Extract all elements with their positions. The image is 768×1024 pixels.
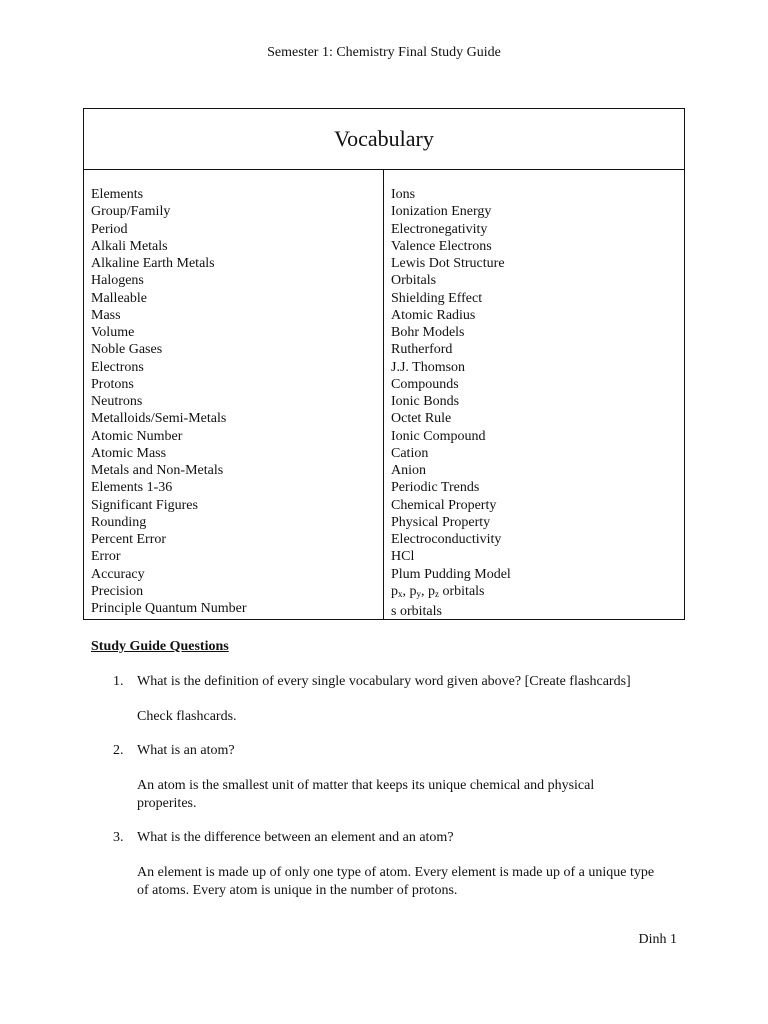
vocab-item: Ionic Compound bbox=[391, 428, 486, 444]
vocab-item: Elements 1-36 bbox=[91, 480, 173, 496]
question-text: What is the definition of every single vocabulary word given above? [Create flashcards] bbox=[137, 674, 631, 689]
vocab-item: Accuracy bbox=[91, 566, 145, 582]
vocab-item: Significant Figures bbox=[91, 497, 198, 513]
vocab-item: Orbitals bbox=[391, 273, 437, 289]
question-text: What is the difference between an element and an atom? bbox=[137, 830, 454, 845]
vocab-item: Cation bbox=[391, 445, 429, 461]
p-orbital-separator: , p bbox=[421, 583, 435, 599]
vocab-item: Electrons bbox=[91, 359, 144, 375]
vocab-item: Error bbox=[91, 549, 121, 565]
vocab-item: J.J. Thomson bbox=[391, 359, 466, 375]
vocab-item: Electronegativity bbox=[391, 221, 488, 237]
vocab-item: Plum Pudding Model bbox=[391, 566, 511, 582]
p-orbital-separator: , p bbox=[402, 583, 417, 599]
question-number: 3. bbox=[113, 830, 124, 845]
vocab-item: Metals and Non-Metals bbox=[91, 463, 224, 478]
vocab-item: Octet Rule bbox=[391, 411, 452, 427]
vocab-item-p-orbitals bbox=[391, 583, 684, 603]
vocab-item: HCl bbox=[391, 549, 415, 565]
vocab-item: Periodic Trends bbox=[391, 480, 480, 496]
question-answer: An atom is the smallest unit of matter that keeps its unique chemical and physical properites. bbox=[137, 778, 595, 811]
subscript-z: z bbox=[435, 588, 439, 599]
question-answer: Check flashcards. bbox=[137, 709, 237, 724]
question-number: 2. bbox=[113, 743, 124, 758]
vocab-item: Period bbox=[91, 221, 128, 237]
vocab-item: Volume bbox=[91, 325, 135, 340]
vocab-item: Principle Quantum Number bbox=[91, 601, 247, 616]
vocab-item: Compounds bbox=[391, 376, 459, 392]
vocab-item: Atomic Radius bbox=[391, 307, 476, 323]
vocab-item: Halogens bbox=[91, 273, 144, 289]
vocab-item: Elements bbox=[91, 187, 144, 202]
vocabulary-right-column bbox=[384, 170, 684, 619]
vocabulary-table bbox=[83, 108, 685, 620]
page-footer: Dinh 1 bbox=[638, 932, 677, 947]
vocab-item: Group/Family bbox=[91, 204, 171, 220]
vocab-item: Precision bbox=[91, 583, 144, 599]
vocab-item: Shielding Effect bbox=[391, 290, 483, 306]
vocab-item: Physical Property bbox=[391, 514, 491, 530]
subscript-y: y bbox=[416, 588, 421, 599]
vocab-item: Electroconductivity bbox=[391, 532, 502, 547]
vocab-item: Lewis Dot Structure bbox=[391, 256, 505, 271]
vocab-item: Percent Error bbox=[91, 532, 167, 547]
p-orbital-letter: p bbox=[391, 583, 398, 599]
question-answer: An element is made up of only one type of atom. Every element is made up of a unique type of atoms. Every atom is unique in the number of protons. bbox=[137, 865, 655, 898]
page-header: Semester 1: Chemistry Final Study Guide bbox=[267, 45, 501, 60]
vocab-item: Ionization Energy bbox=[391, 204, 492, 220]
vocab-item: Rutherford bbox=[391, 342, 453, 358]
vocab-item: Mass bbox=[91, 307, 121, 323]
vocab-item: Noble Gases bbox=[91, 342, 163, 358]
vocab-item: Alkaline Earth Metals bbox=[91, 256, 215, 271]
question-number: 1. bbox=[113, 674, 124, 689]
vocab-item: Atomic Mass bbox=[91, 445, 167, 461]
vocab-item: Neutrons bbox=[91, 394, 143, 409]
subscript-x: x bbox=[398, 588, 403, 599]
vocab-item: Anion bbox=[391, 463, 426, 478]
vocab-item: Ions bbox=[391, 187, 416, 202]
vocab-item: Alkali Metals bbox=[91, 238, 168, 254]
study-guide-heading: Study Guide Questions bbox=[91, 639, 229, 654]
p-orbital-suffix: orbitals bbox=[439, 583, 485, 599]
vocab-item: Protons bbox=[91, 376, 134, 392]
vocab-item: Malleable bbox=[91, 290, 147, 306]
vocab-item: Chemical Property bbox=[391, 497, 497, 513]
vocab-item-s-orbitals: s orbitals bbox=[391, 604, 442, 619]
question-text: What is an atom? bbox=[137, 743, 235, 758]
vocab-item: Bohr Models bbox=[391, 325, 465, 340]
vocabulary-left-column bbox=[84, 170, 384, 619]
vocab-item: Ionic Bonds bbox=[391, 394, 460, 409]
vocab-item: Atomic Number bbox=[91, 428, 183, 444]
vocab-item: Metalloids/Semi-Metals bbox=[91, 411, 227, 427]
vocabulary-title: Vocabulary bbox=[84, 109, 684, 170]
vocab-item: Valence Electrons bbox=[391, 238, 492, 254]
vocab-item: Rounding bbox=[91, 514, 147, 530]
